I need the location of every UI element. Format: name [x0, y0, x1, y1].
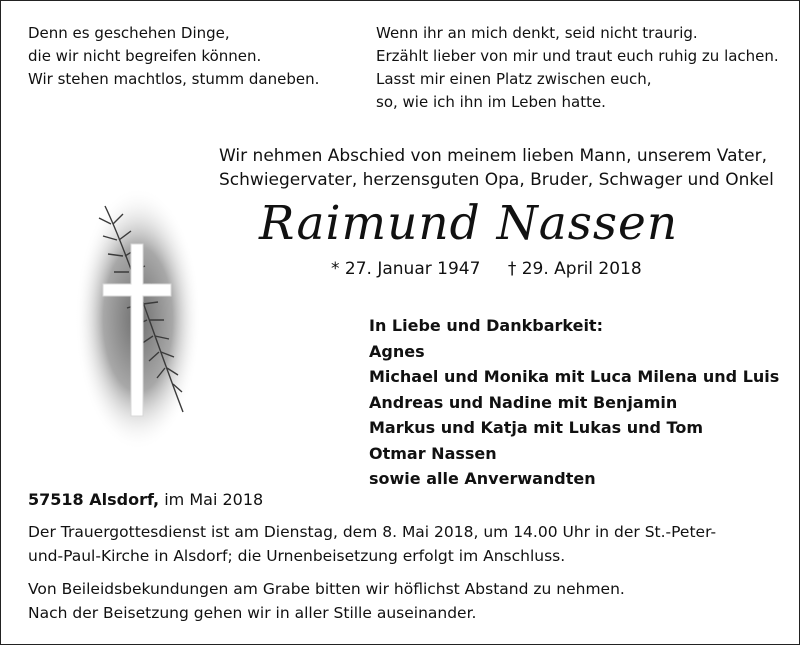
- cross-ornament: [73, 184, 203, 458]
- closing-note: [28, 577, 625, 625]
- poem-left-line: die wir nicht begreifen können.: [28, 47, 262, 65]
- poem-left-line: Denn es geschehen Dinge,: [28, 24, 230, 42]
- death-date: † 29. April 2018: [507, 259, 642, 279]
- deceased-name: Raimund Nassen: [259, 196, 679, 251]
- place-town: 57518 Alsdorf,: [28, 490, 160, 509]
- mourner-line: Michael und Monika mit Luca Milena und Luis: [369, 367, 780, 386]
- mourner-line: Andreas und Nadine mit Benjamin: [369, 392, 678, 412]
- poem-left-line: Wir stehen machtlos, stumm daneben.: [28, 70, 320, 88]
- poem-left: [28, 22, 319, 91]
- poem-right-line: so, wie ich ihn im Leben hatte.: [376, 93, 606, 111]
- intro-line: Schwiegervater, herzensguten Opa, Bruder, Schwager und Onkel: [219, 170, 774, 190]
- mourner-line: sowie alle Anverwandten: [369, 469, 596, 488]
- poem-right-line: Wenn ihr an mich denkt, seid nicht traurig.: [376, 24, 698, 42]
- mourners-heading: In Liebe und Dankbarkeit:: [369, 316, 603, 335]
- service-line: und-Paul-Kirche in Alsdorf; die Urnenbeisetzung erfolgt im Anschluss.: [28, 547, 566, 565]
- place-date: [28, 490, 263, 509]
- service-info: [28, 520, 716, 568]
- mourners-list: [369, 313, 779, 492]
- closing-line: Nach der Beisetzung gehen wir in aller Stille auseinander.: [28, 604, 477, 622]
- poem-right-line: Lasst mir einen Platz zwischen euch,: [376, 70, 652, 88]
- poem-right: [376, 22, 779, 114]
- mourner-line: Markus und Katja mit Lukas und Tom: [369, 418, 703, 437]
- mourner-line: Agnes: [369, 341, 425, 361]
- poem-right-line: Erzählt lieber von mir und traut euch ruhig zu lachen.: [376, 47, 779, 65]
- birth-date: * 27. Januar 1947: [331, 259, 481, 279]
- place-month: im Mai 2018: [159, 490, 264, 509]
- closing-line: Von Beileidsbekundungen am Grabe bitten wir höflichst Abstand zu nehmen.: [28, 580, 625, 598]
- intro-line: Wir nehmen Abschied von meinem lieben Mann, unserem Vater,: [219, 146, 768, 166]
- intro-text: [219, 144, 774, 192]
- cross-icon: [73, 184, 203, 454]
- service-line: Der Trauergottesdienst ist am Dienstag, dem 8. Mai 2018, um 14.00 Uhr in der St.-Peter-: [28, 523, 717, 541]
- mourner-line: Otmar Nassen: [369, 443, 497, 463]
- life-dates: [331, 259, 664, 279]
